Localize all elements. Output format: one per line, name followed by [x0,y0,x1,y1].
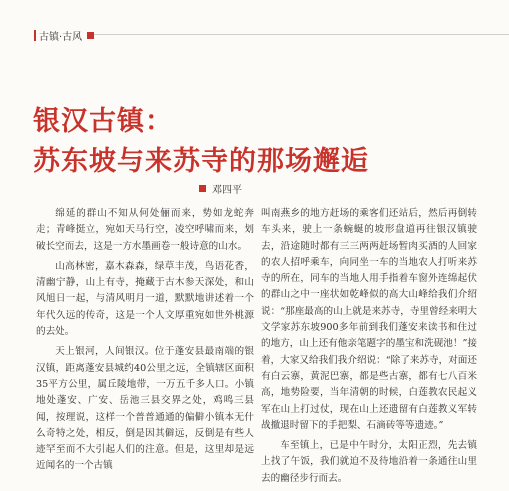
byline-author: 邓四平 [212,185,242,196]
article-title-line2: 苏东坡与来苏寺的那场邂逅 [33,146,369,177]
body-column-left [36,206,254,479]
paragraph: 山高林密，嘉木森森，绿草丰茂，鸟语花香，清幽宁静，山上有寺，掩藏于古木参天深处，和山风旭日一起，与清风明月一道，默默地讲述着一个年代久远的传奇，这是一个人文厚重宛如世外桃源的去处。 [36,260,254,338]
byline-marker [199,185,206,192]
section-tag [34,28,94,43]
article-title-line1: 银汉古镇： [33,106,173,137]
body-column-right [261,206,477,491]
header-divider [94,34,509,35]
paragraph: 叫南燕乡的地方赶场的乘客们还站后，然后再倒转车头来，驶上一条蜿蜒的坡形盘道再往银汉镇驶去，沿途随时都有三三两两赶场暂肉买酒的人回家的农人招呼乘车，向同坐一车的当地农人打听来苏寺的所在，同车的当地人用手指着车窗外连绵起伏的群山之中一座状如乾峰似的高大山峰给我们介绍说：“那座最高的山上就是来苏寺，寺里曾经来明大文学家苏东坡900多年前到我们蓬安来读书和住过的地方，山上还有他亲笔题字的墨宝和洗砚池！”接着，大家又给我们我介绍说：“除了来苏寺，对面还有白云寨，黄泥巴寨，都是些古寨，都有七八百米高，地势险要，当年清朝的时候，白莲教农民起义军在山上打过仗，现在山上还遗留有白莲教义军转战撤退时留下的手把梨、石滴砖等等遗迹。” [261,208,477,431]
section-tag-label: 古镇·古风 [39,32,83,43]
paragraph: 车至镇上，已是中午时分，太阳正烈，先去镇上找了午饭，我们就迫不及待地沿着一条通往山里去的幽径步行而去。 [261,440,477,484]
byline [199,181,242,196]
section-tag-bar [34,30,36,41]
paragraph: 绵延的群山不知从何处俪而来，势如龙蛇奔走；青峰挺立，宛如天马行空，凌空呼啸而来，划破长空而去，这是一方水墨画卷一般诗意的山水。 [36,208,254,252]
paragraph: 天上银河，人间银汉。位于蓬安县最南端的银汉镇，距离蓬安县城约40公里之远，全镇辖区面积35平方公里，属丘陵地带，一万五千多人口。小镇地处蓬安、广安、岳池三县交界之处，鸡鸣三县闻，按理说，这样一个普普通通的偏僻小镇本无什么奇特之处，相反，倒是因其僻远，反倒是有些人迹罕至而不大引起人们的注意。但是，这里却是远近闻名的一个古镇 [36,346,254,472]
